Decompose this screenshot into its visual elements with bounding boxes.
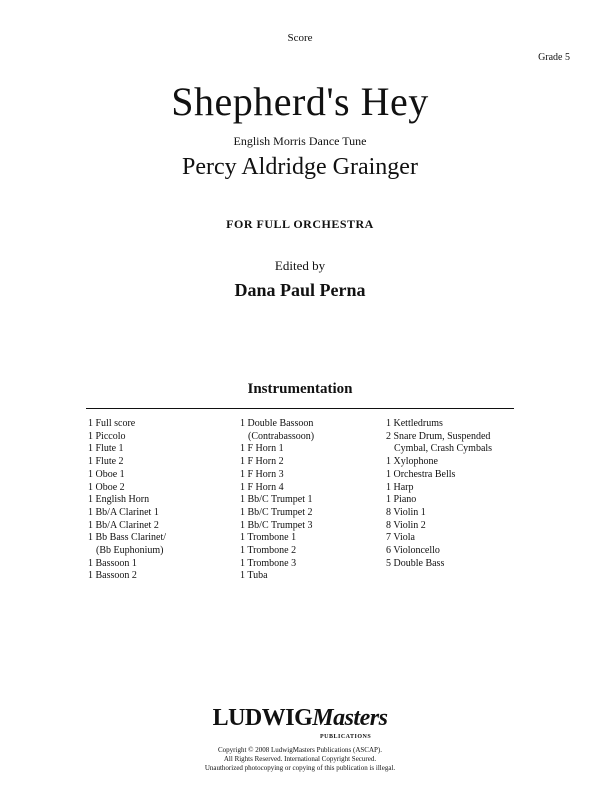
instrument-item: 1 Harp bbox=[386, 481, 414, 493]
publisher-logo-part-1: LUDWIG bbox=[212, 705, 313, 731]
instrument-item: 2 Snare Drum, Suspended bbox=[386, 430, 491, 442]
instrument-item: 1 Trombone 2 bbox=[240, 545, 297, 557]
instrument-item: 1 Tuba bbox=[240, 570, 268, 582]
instrument-item: 1 Piano bbox=[386, 494, 417, 506]
instrument-item: 1 Bb/A Clarinet 2 bbox=[88, 519, 159, 531]
page-title: Shepherd's Hey bbox=[171, 79, 429, 124]
copyright-line: Copyright © 2008 LudwigMasters Publications (ASCAP). bbox=[218, 746, 382, 754]
instrument-item: 6 Violoncello bbox=[386, 545, 440, 557]
instrument-item: 1 Flute 2 bbox=[88, 456, 124, 468]
instrument-column-1 bbox=[88, 418, 228, 583]
instrument-item: 1 Oboe 2 bbox=[88, 481, 125, 493]
instrument-item: 1 Xylophone bbox=[386, 456, 438, 468]
instrument-item: 1 Bb/C Trumpet 1 bbox=[240, 494, 313, 506]
instrument-item: 1 Kettledrums bbox=[386, 418, 443, 429]
instrument-item: 8 Violin 2 bbox=[386, 519, 426, 531]
publisher-logo-part-2: Masters bbox=[312, 705, 388, 731]
score-label: Score bbox=[287, 32, 313, 44]
instrument-item: 8 Violin 1 bbox=[386, 506, 426, 518]
instrument-item: 1 Bassoon 2 bbox=[88, 570, 137, 582]
instrument-item: 1 Bb Bass Clarinet/ bbox=[88, 532, 167, 544]
instrument-item: Cymbal, Crash Cymbals bbox=[394, 443, 493, 455]
instrument-item: 1 Bassoon 1 bbox=[88, 557, 137, 569]
instrument-item: 1 Double Bassoon bbox=[240, 418, 314, 429]
grade-label: Grade 5 bbox=[538, 52, 570, 63]
instrument-item: 5 Double Bass bbox=[386, 557, 445, 569]
instrument-item: 1 Flute 1 bbox=[88, 443, 124, 455]
instrument-column-3 bbox=[386, 418, 526, 570]
copyright-line: Unauthorized photocopying or copying of this publication is illegal. bbox=[204, 764, 396, 772]
instrument-item: 1 Bb/A Clarinet 1 bbox=[88, 506, 159, 518]
instrumentation-heading: Instrumentation bbox=[247, 381, 353, 397]
instrument-item: 1 Full score bbox=[88, 418, 136, 429]
instrument-item: (Bb Euphonium) bbox=[96, 545, 164, 557]
instrument-item: 1 F Horn 2 bbox=[240, 456, 284, 468]
instrument-item: 1 Piccolo bbox=[88, 430, 126, 442]
subtitle: English Morris Dance Tune bbox=[233, 134, 367, 148]
instrument-item: 1 Oboe 1 bbox=[88, 468, 125, 480]
instrument-item: 1 Orchestra Bells bbox=[386, 468, 456, 480]
edited-by-label: Edited by bbox=[274, 258, 326, 273]
ensemble-label: FOR FULL ORCHESTRA bbox=[226, 217, 374, 231]
instrument-item: 1 Trombone 3 bbox=[240, 557, 297, 569]
publisher-logo-subtitle: PUBLICATIONS bbox=[320, 734, 372, 740]
instrument-item: 1 Trombone 1 bbox=[240, 532, 297, 544]
composer-name: Percy Aldridge Grainger bbox=[182, 154, 418, 180]
instrument-item: 1 Bb/C Trumpet 3 bbox=[240, 519, 313, 531]
instrument-column-2 bbox=[240, 418, 380, 583]
instrument-item: 1 Bb/C Trumpet 2 bbox=[240, 506, 313, 518]
instrument-item: 1 F Horn 3 bbox=[240, 468, 284, 480]
instrument-item: 1 F Horn 1 bbox=[240, 443, 284, 455]
editor-name: Dana Paul Perna bbox=[234, 280, 366, 300]
copyright-line: All Rights Reserved. International Copyright Secured. bbox=[223, 755, 377, 763]
publisher-logo bbox=[0, 705, 600, 732]
instrument-item: 7 Viola bbox=[386, 532, 415, 544]
instrument-item: 1 English Horn bbox=[88, 494, 150, 506]
instrument-item: (Contrabassoon) bbox=[248, 430, 315, 442]
instrument-item: 1 F Horn 4 bbox=[240, 481, 284, 493]
instrumentation-divider bbox=[86, 408, 514, 409]
